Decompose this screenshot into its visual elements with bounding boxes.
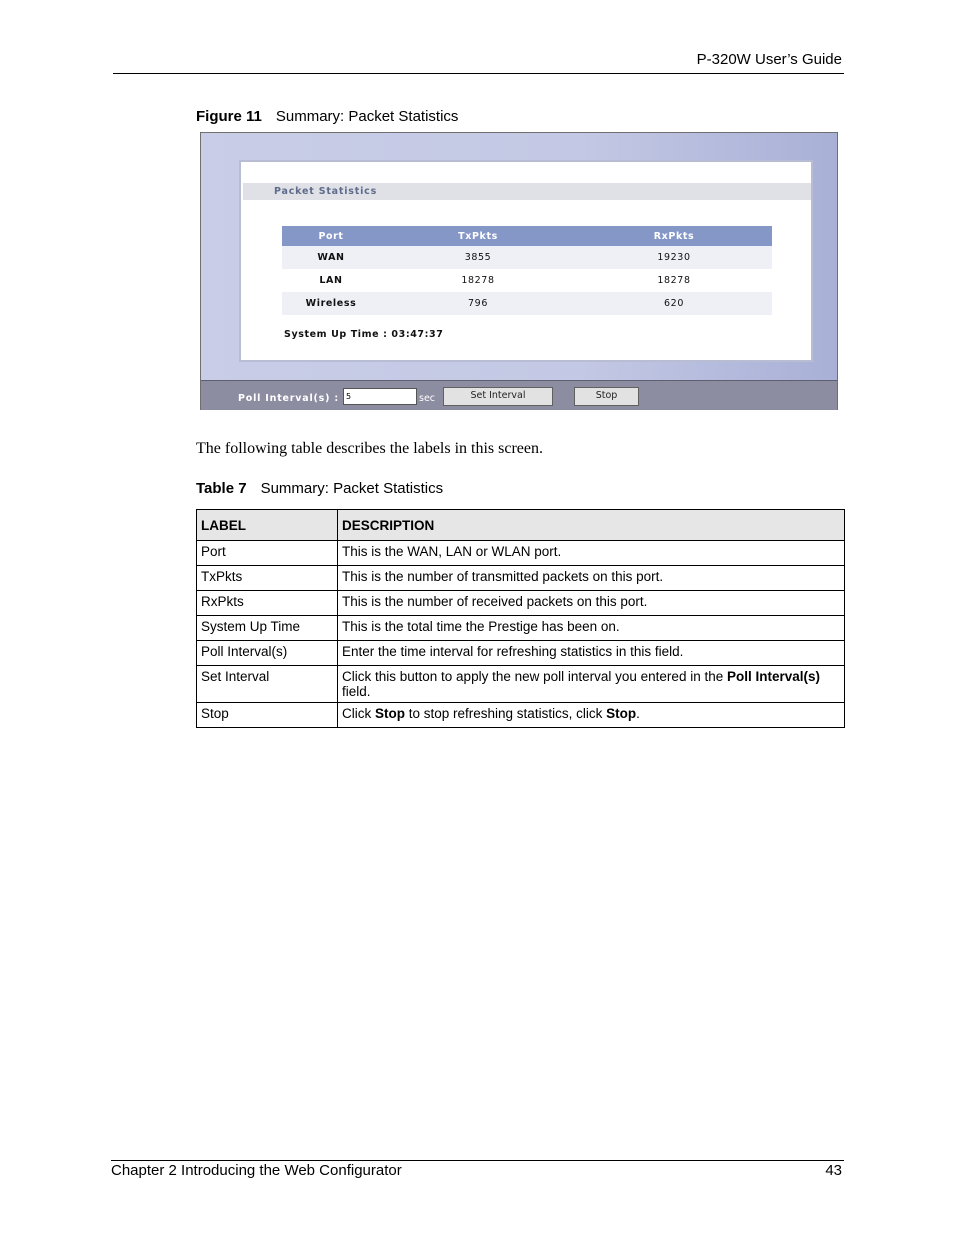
poll-interval-input[interactable] [343, 388, 417, 405]
label-header: LABEL [197, 510, 338, 541]
table-row [197, 703, 845, 728]
page-number: 43 [825, 1162, 842, 1179]
tx-cell: 3855 [380, 246, 576, 269]
table-caption [196, 480, 443, 497]
desc-bold: Poll Interval(s) [726, 669, 821, 684]
table-row [282, 292, 772, 315]
table-label: Table 7 [196, 480, 247, 497]
row-label: Poll Interval(s) [197, 641, 338, 666]
row-label: Port [197, 541, 338, 566]
row-description: This is the total time the Prestige has been on. [338, 616, 845, 641]
row-label: Stop [197, 703, 338, 728]
desc-text: Click this button to apply the new poll interval you entered in the [342, 669, 727, 684]
desc-bold: Stop [375, 706, 405, 721]
sec-label: sec [419, 393, 436, 404]
label-description-table [196, 509, 845, 728]
packet-stats-table [282, 226, 772, 315]
poll-bar [201, 380, 837, 410]
table-row [282, 246, 772, 269]
panel-title-bar [243, 183, 811, 200]
table-row [282, 269, 772, 292]
desc-text: Click [342, 706, 375, 721]
description-header: DESCRIPTION [338, 510, 845, 541]
port-cell: WAN [282, 246, 380, 269]
packet-statistics-screenshot [200, 132, 838, 410]
table-row [197, 666, 845, 703]
stop-button[interactable]: Stop [574, 387, 639, 406]
tx-cell: 18278 [461, 275, 495, 286]
desc-text: field. [342, 684, 371, 699]
col-txpkts: TxPkts [380, 226, 576, 246]
tx-cell: 796 [380, 292, 576, 315]
header-rule [113, 73, 844, 74]
desc-bold: Stop [606, 706, 637, 721]
figure-title: Summary: Packet Statistics [275, 108, 459, 125]
set-interval-button[interactable]: Set Interval [443, 387, 553, 406]
row-description: Enter the time interval for refreshing statistics in this field. [338, 641, 845, 666]
desc-text: to stop refreshing statistics, click [405, 706, 607, 721]
row-description: This is the number of received packets on this port. [338, 591, 845, 616]
table-row [197, 591, 845, 616]
row-label: TxPkts [197, 566, 338, 591]
col-port: Port [282, 226, 380, 246]
intro-text: The following table describes the labels in this screen. [196, 440, 544, 457]
panel-title: Packet Statistics [274, 186, 378, 197]
rx-cell: 18278 [657, 275, 691, 286]
row-description [338, 666, 845, 703]
poll-interval-label: Poll Interval(s) : [238, 393, 339, 404]
footer-rule [111, 1160, 844, 1161]
row-label: System Up Time [197, 616, 338, 641]
port-cell: Wireless [282, 292, 380, 315]
table-row [197, 616, 845, 641]
table-row [197, 541, 845, 566]
row-description: This is the number of transmitted packets on this port. [338, 566, 845, 591]
row-label: RxPkts [197, 591, 338, 616]
table-row [197, 641, 845, 666]
rx-cell: 620 [576, 292, 772, 315]
row-description: This is the WAN, LAN or WLAN port. [338, 541, 845, 566]
row-description [338, 703, 845, 728]
port-cell: LAN [319, 275, 343, 286]
table-row [197, 566, 845, 591]
statistics-panel [239, 160, 813, 362]
stats-header-row [282, 226, 772, 246]
footer-chapter: Chapter 2 Introducing the Web Configurator [111, 1162, 402, 1179]
desc-header-row [197, 510, 845, 541]
guide-title: P-320W User’s Guide [696, 51, 842, 68]
system-uptime: System Up Time : 03:47:37 [284, 329, 444, 340]
figure-caption [196, 108, 458, 125]
desc-text: . [636, 706, 640, 721]
row-label: Set Interval [197, 666, 338, 703]
table-title: Summary: Packet Statistics [260, 480, 444, 497]
rx-cell: 19230 [576, 246, 772, 269]
figure-label: Figure 11 [196, 108, 262, 125]
col-rxpkts: RxPkts [576, 226, 772, 246]
